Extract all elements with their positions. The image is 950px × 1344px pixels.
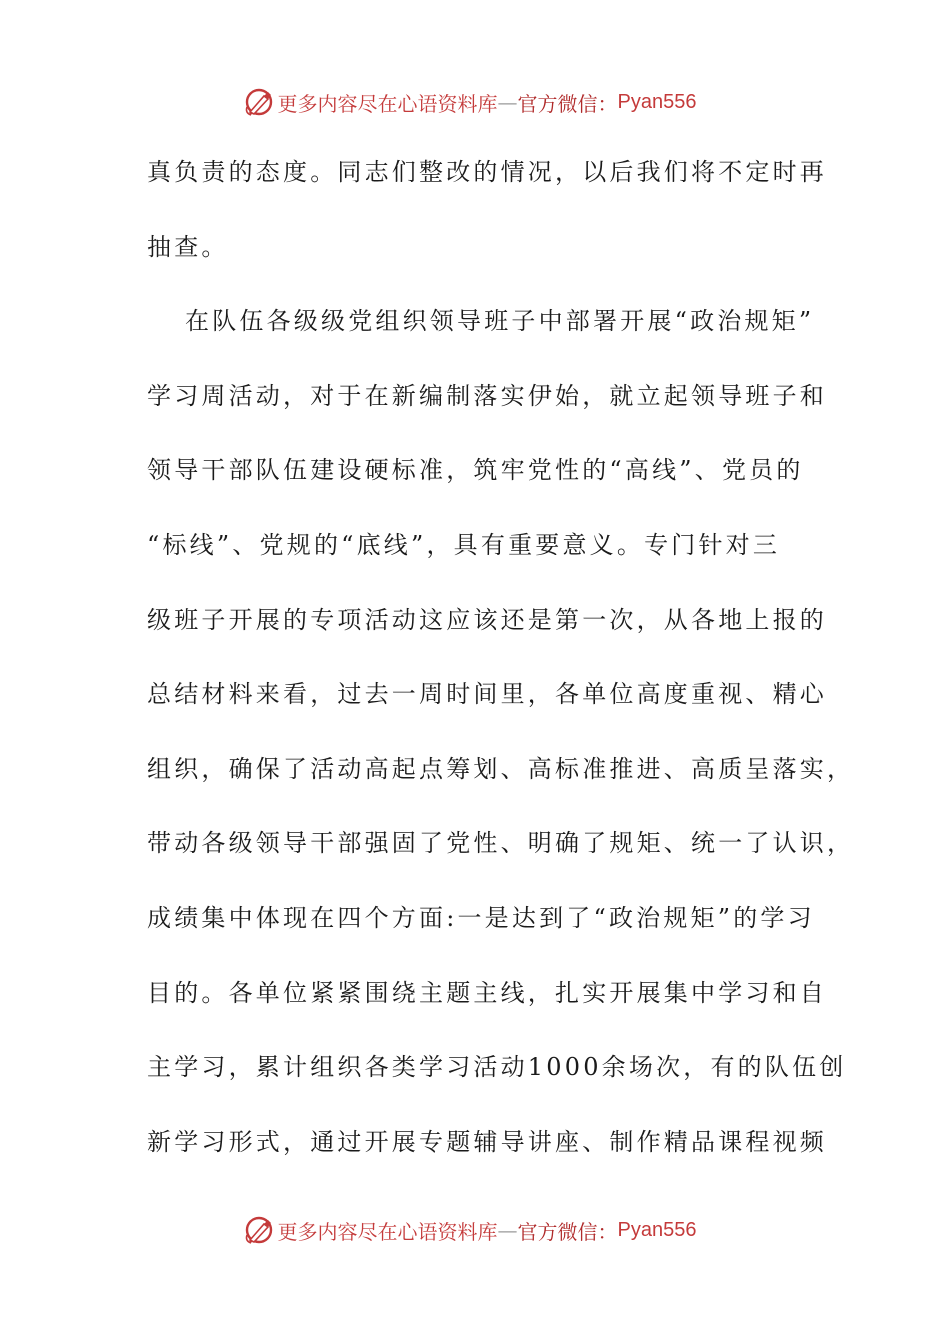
body-line-13: 主学习，累计组织各类学习活动1000余场次，有的队伍创: [147, 1053, 847, 1082]
body-line-14: 新学习形式，通过开展专题辅导讲座、制作精品课程视频: [147, 1127, 827, 1156]
header-separator: —: [497, 90, 518, 114]
header-banner: [0, 82, 950, 122]
body-line-9: 组织，确保了活动高起点筹划、高标准推进、高质呈落实，: [147, 754, 855, 783]
body-line-8: 总结材料来看，过去一周时间里，各单位高度重视、精心: [147, 680, 827, 709]
body-line-4: 学习周活动，对于在新编制落实伊始，就立起领导班子和: [147, 381, 827, 410]
header-wechat-label: 官方微信：: [517, 91, 618, 116]
body-line-10: 带动各级领导干部强固了党性、明确了规矩、统一了认识，: [147, 829, 855, 858]
header-site-name: 更多内容尽在心语资料库: [277, 91, 498, 116]
footer-wechat-id: Pyan556: [617, 1218, 697, 1241]
footer-banner: [0, 1210, 950, 1250]
footer-separator: —: [497, 1218, 518, 1242]
pen-in-circle-icon: [244, 1215, 274, 1245]
body-line-12: 目的。各单位紧紧围绕主题主线，扎实开展集中学习和自: [147, 978, 827, 1007]
body-line-3: 在队伍各级级党组织领导班子中部署开展“政治规矩”: [185, 307, 815, 336]
body-line-1: 真负责的态度。同志们整改的情况，以后我们将不定时再: [147, 158, 827, 186]
document-body: [147, 135, 855, 1179]
footer-wechat-label: 官方微信：: [517, 1219, 618, 1244]
footer-site-name: 更多内容尽在心语资料库: [277, 1219, 498, 1244]
header-wechat-id: Pyan556: [617, 90, 697, 113]
body-line-7: 级班子开展的专项活动这应该还是第一次，从各地上报的: [147, 605, 827, 634]
body-line-6: “标线”、党规的“底线”，具有重要意义。专门针对三: [147, 530, 781, 559]
pen-in-circle-icon: [244, 87, 274, 117]
body-line-5: 领导干部队伍建设硬标准，筑牢党性的“高线”、党员的: [147, 456, 804, 485]
body-line-11: 成绩集中体现在四个方面:一是达到了“政治规矩”的学习: [147, 903, 815, 932]
body-line-2: 抽查。: [147, 232, 229, 261]
